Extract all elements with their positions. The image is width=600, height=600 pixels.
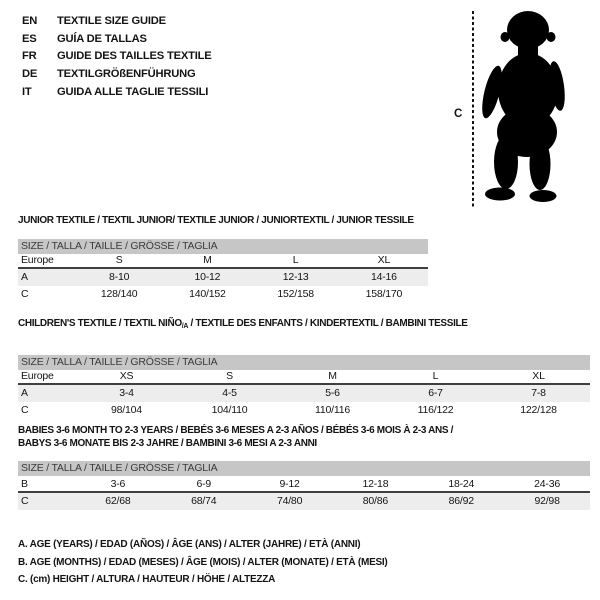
table-cell: 6-7 bbox=[384, 385, 487, 402]
language-title: TEXTILGRÖßENFÜHRUNG bbox=[57, 68, 196, 81]
table-cell: 5-6 bbox=[281, 385, 384, 402]
language-title: GUIDE DES TAILLES TEXTILE bbox=[57, 50, 212, 63]
language-row-fr bbox=[22, 48, 212, 66]
table-cell: 62/68 bbox=[75, 493, 161, 510]
language-title: GUÍA DE TALLAS bbox=[57, 32, 147, 45]
footnote-c: C. (cm) HEIGHT / ALTURA / HAUTEUR / HÖHE / ALTEZZA bbox=[18, 574, 276, 586]
table-cell: 24-36 bbox=[504, 476, 590, 493]
table-cell: 152/158 bbox=[277, 288, 314, 300]
table-cell: 80/86 bbox=[333, 493, 419, 510]
language-code: DE bbox=[22, 68, 38, 81]
region-column-label: Europe bbox=[18, 254, 75, 269]
size-header-band: SIZE / TALLA / TAILLE / GRÖSSE / TAGLIA bbox=[18, 355, 590, 370]
table-cell: 158/170 bbox=[365, 288, 403, 300]
table-grid bbox=[18, 254, 428, 303]
table-cell: 3-6 bbox=[75, 476, 161, 493]
table-title-line: BABIES 3-6 MONTH TO 2-3 YEARS / BEBÉS 3-6 MESES A 2-3 AÑOS / BÉBÉS 3-6 MOIS À 2-3 ANS / bbox=[18, 425, 454, 436]
table-title bbox=[18, 424, 590, 450]
table-cell: 3-4 bbox=[75, 385, 178, 402]
size-column-header: XL bbox=[340, 254, 428, 269]
size-column-header: L bbox=[384, 370, 487, 385]
row-label: C bbox=[18, 493, 75, 510]
table-title bbox=[18, 318, 590, 333]
size-column-header: S bbox=[178, 370, 281, 385]
language-code: EN bbox=[22, 15, 38, 27]
table-title-line: BABYS 3-6 MONATE BIS 2-3 JAHRE / BAMBINI 3-6 MESI A 2-3 ANNI bbox=[18, 438, 317, 449]
size-header-band: SIZE / TALLA / TAILLE / GRÖSSE / TAGLIA bbox=[18, 239, 428, 254]
size-column-header: XS bbox=[75, 370, 178, 385]
table-cell: 14-16 bbox=[340, 269, 428, 286]
footnote-a: A. AGE (YEARS) / EDAD (AÑOS) / ÂGE (ANS) / ALTER (JAHRE) / ETÀ (ANNI) bbox=[18, 539, 361, 550]
junior-textile-table bbox=[18, 215, 428, 303]
row-label: B bbox=[18, 476, 75, 493]
table-cell: 12-13 bbox=[252, 269, 340, 286]
table-cell: 92/98 bbox=[504, 493, 590, 510]
table-cell: 10-12 bbox=[163, 269, 251, 286]
table-title-text: CHILDREN'S TEXTILE / TEXTIL NIÑO bbox=[18, 318, 182, 329]
babies-textile-table bbox=[18, 424, 590, 510]
table-cell: 18-24 bbox=[418, 476, 504, 493]
table-cell: 86/92 bbox=[418, 493, 504, 510]
language-code: IT bbox=[22, 85, 32, 98]
table-title: JUNIOR TEXTILE / TEXTIL JUNIOR/ TEXTILE JUNIOR / JUNIORTEXTIL / JUNIOR TESSILE bbox=[18, 215, 414, 226]
language-row-de bbox=[22, 66, 212, 84]
language-code: FR bbox=[22, 50, 37, 63]
baby-height-figure bbox=[450, 8, 595, 208]
table-cell: 110/116 bbox=[315, 404, 350, 416]
footnote-b: B. AGE (MONTHS) / EDAD (MESES) / ÂGE (MOIS) / ALTER (MONATE) / ETÀ (MESI) bbox=[18, 556, 388, 568]
table-cell: 116/122 bbox=[417, 404, 454, 416]
language-title: GUIDA ALLE TAGLIE TESSILI bbox=[57, 85, 209, 98]
table-title-subscript: /A bbox=[181, 323, 189, 330]
table-cell: 98/104 bbox=[111, 404, 142, 416]
table-cell: 8-10 bbox=[75, 269, 163, 286]
height-measure-label: C bbox=[454, 108, 463, 120]
table-title-text: / TEXTILE DES ENFANTS / KINDERTEXTIL / BAMBINI TESSILE bbox=[188, 318, 468, 329]
row-label: C bbox=[21, 288, 29, 300]
table-cell: 122/128 bbox=[520, 404, 557, 416]
size-column-header: XL bbox=[487, 370, 590, 385]
table-cell: 68/74 bbox=[161, 493, 247, 510]
table-cell: 9-12 bbox=[247, 476, 333, 493]
table-grid bbox=[18, 476, 590, 510]
size-column-header: S bbox=[75, 254, 163, 269]
table-cell: 104/110 bbox=[211, 404, 248, 416]
baby-silhouette-icon bbox=[480, 10, 570, 206]
language-code: ES bbox=[22, 32, 37, 45]
row-label: C bbox=[21, 404, 29, 416]
language-row-es bbox=[22, 31, 212, 49]
height-dotted-line-icon bbox=[472, 11, 474, 207]
table-cell: 4-5 bbox=[178, 385, 281, 402]
table-cell: 74/80 bbox=[247, 493, 333, 510]
table-grid bbox=[18, 370, 590, 419]
row-label: A bbox=[18, 385, 75, 402]
region-column-label: Europe bbox=[18, 370, 75, 385]
language-row-en bbox=[22, 13, 212, 31]
table-cell: 128/140 bbox=[100, 288, 138, 300]
table-cell: 6-9 bbox=[161, 476, 247, 493]
language-row-it bbox=[22, 84, 212, 102]
table-cell: 12-18 bbox=[333, 476, 419, 493]
size-column-header: M bbox=[281, 370, 384, 385]
language-list bbox=[22, 13, 212, 102]
size-column-header: M bbox=[163, 254, 251, 269]
size-header-band: SIZE / TALLA / TAILLE / GRÖSSE / TAGLIA bbox=[18, 461, 590, 476]
children-textile-table bbox=[18, 318, 590, 419]
table-cell: 7-8 bbox=[487, 385, 590, 402]
table-cell: 140/152 bbox=[189, 288, 226, 300]
size-column-header: L bbox=[252, 254, 340, 269]
footnotes bbox=[18, 536, 388, 589]
row-label: A bbox=[18, 269, 75, 286]
language-title: TEXTILE SIZE GUIDE bbox=[57, 15, 166, 27]
